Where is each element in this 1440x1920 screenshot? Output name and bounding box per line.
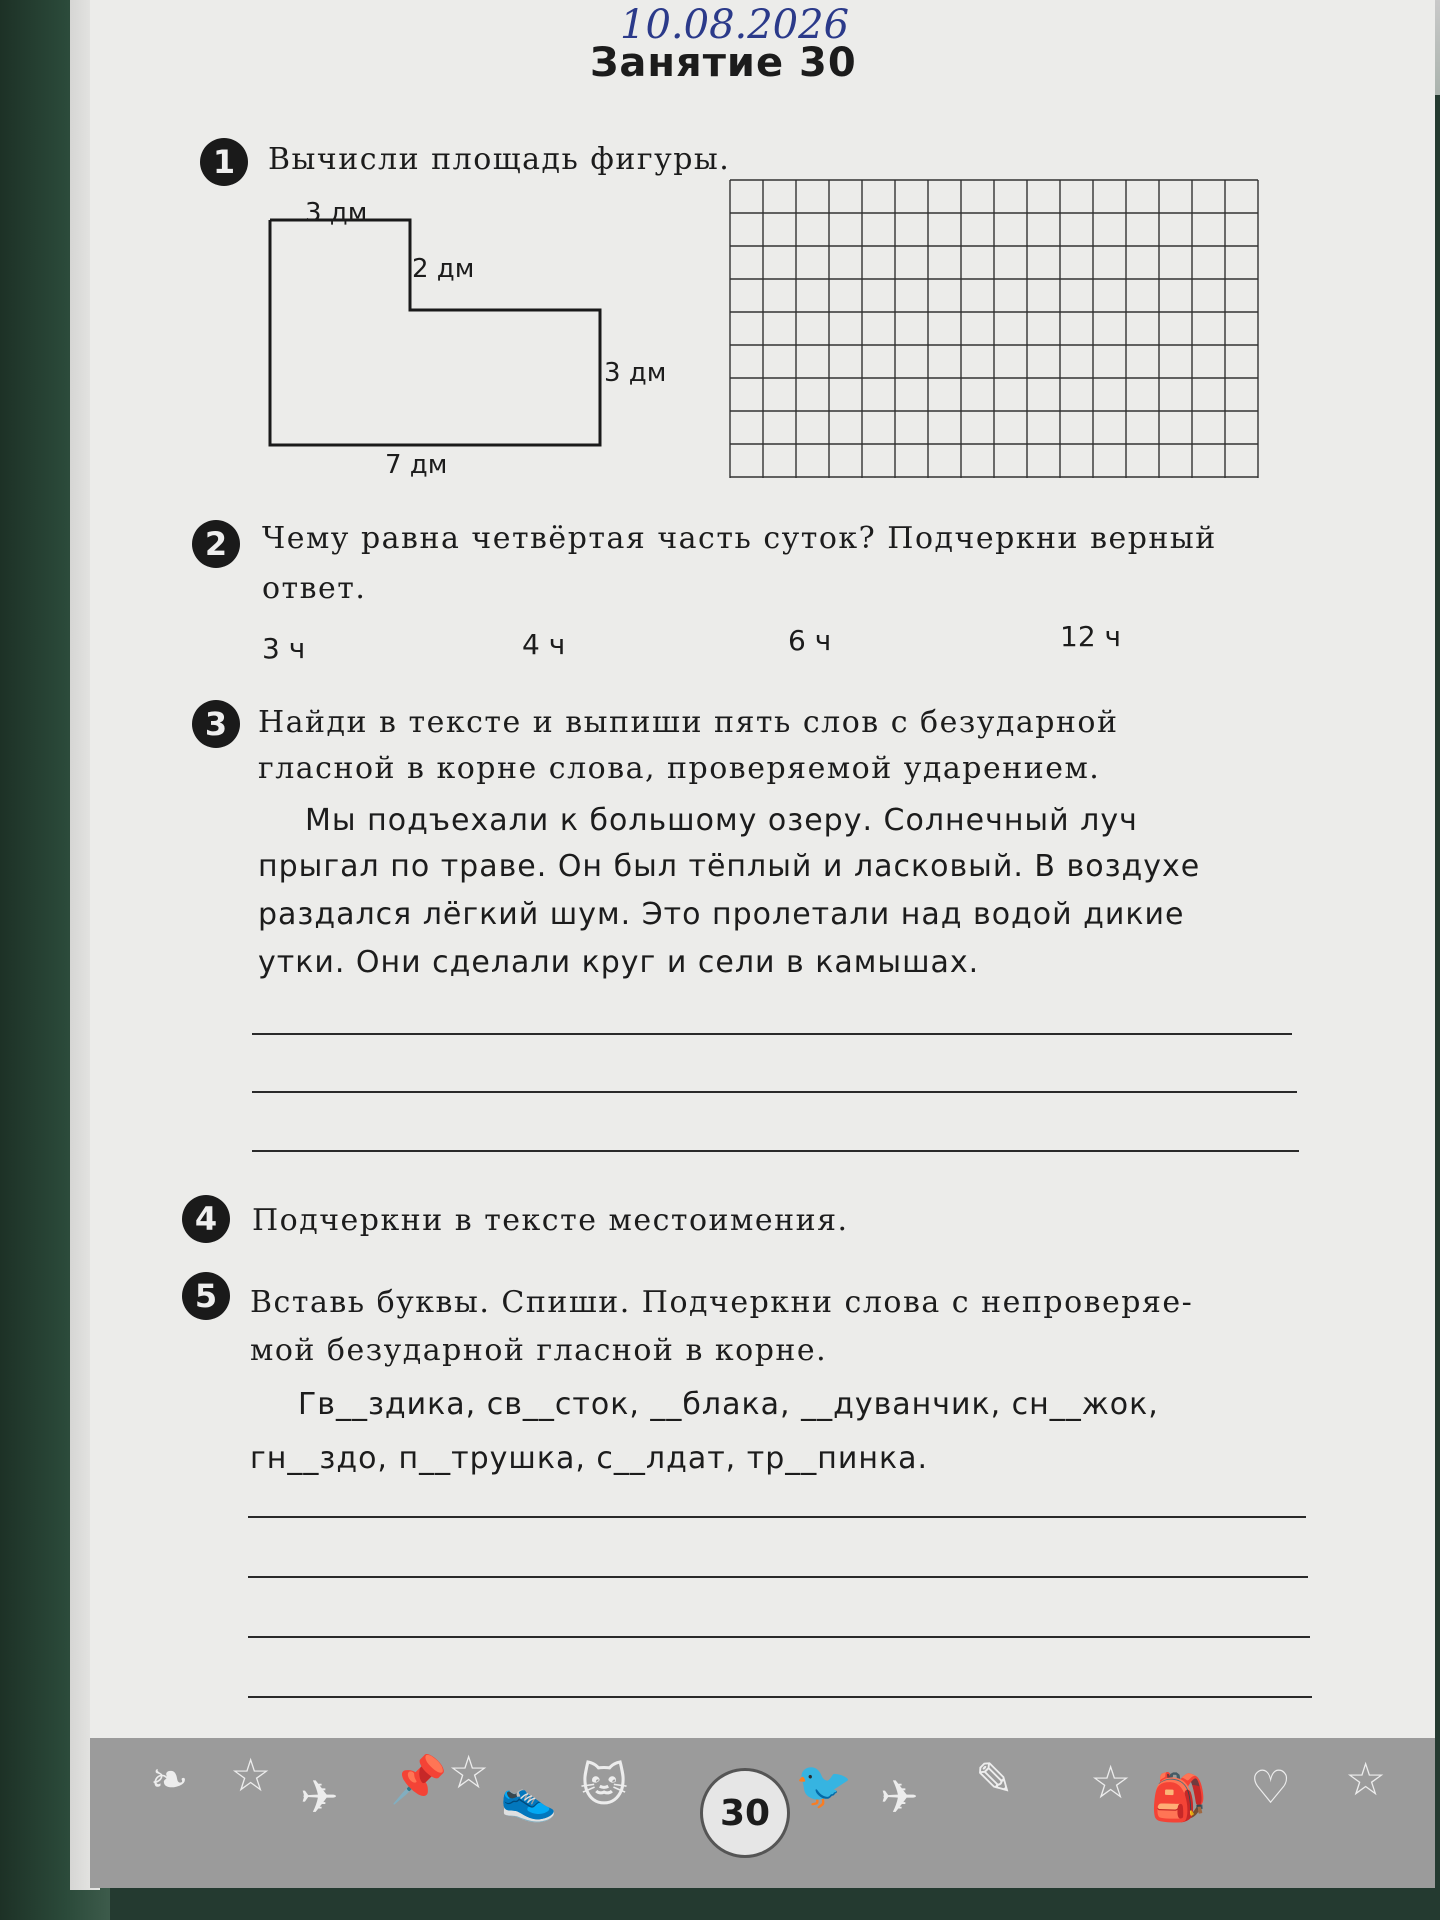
answer-option-4h[interactable]: 4 ч (522, 628, 566, 661)
lesson-title: Занятие 30 (590, 40, 857, 86)
pin-doodle-icon: 📌 (390, 1752, 448, 1806)
figure-bottom-label: 7 дм (385, 450, 448, 480)
answer-option-3h[interactable]: 3 ч (262, 632, 306, 665)
heart-doodle-icon: ♡ (1250, 1760, 1292, 1814)
task-3-answer-line[interactable] (252, 1033, 1292, 1035)
answer-option-12h[interactable]: 12 ч (1060, 620, 1122, 653)
figure-inner-label: 2 дм (412, 254, 475, 284)
task-2-instruction-line1: Чему равна четвёртая часть суток? Подчеркни верный (262, 521, 1217, 556)
task-3-passage-line1: Мы подъехали к большому озеру. Солнечный луч (305, 803, 1138, 838)
star-doodle-icon: ☆ (1090, 1755, 1132, 1809)
star-doodle-icon: ☆ (448, 1745, 490, 1799)
cat-doodle-icon: 🐱 (580, 1758, 628, 1812)
l-shape-figure (260, 200, 620, 460)
square-grid (728, 178, 1268, 478)
task-3-answer-line[interactable] (252, 1150, 1299, 1152)
task-1-number-badge: 1 (200, 138, 248, 186)
task-4-instruction: Подчеркни в тексте местоимения. (252, 1203, 849, 1238)
task-2-instruction-line2: ответ. (262, 571, 367, 606)
task-3-number-badge: 3 (192, 700, 240, 748)
task-3-instruction-line1: Найди в тексте и выпиши пять слов с безударной (258, 705, 1119, 740)
handwritten-date: 10.08.2026 (620, 2, 850, 48)
star-doodle-icon: ☆ (230, 1748, 272, 1802)
task-5-words-line1: Гв__здика, св__сток, __блака, __дуванчик, сн__жок, (298, 1387, 1159, 1422)
task-3-instruction-line2: гласной в корне слова, проверяемой ударением. (258, 751, 1101, 786)
page-number: 30 (700, 1768, 790, 1858)
task-5-answer-line[interactable] (248, 1516, 1306, 1518)
task-5-answer-line[interactable] (248, 1636, 1310, 1638)
figure-right-label: 3 дм (604, 358, 667, 388)
task-5-answer-line[interactable] (248, 1576, 1308, 1578)
paper-plane-doodle-icon: ✈ (880, 1770, 919, 1824)
task-3-answer-line[interactable] (252, 1091, 1297, 1093)
star-doodle-icon: ☆ (1345, 1752, 1387, 1806)
bird-doodle-icon: 🐦 (795, 1758, 853, 1812)
task-2-number-badge: 2 (192, 520, 240, 568)
task-5-answer-line[interactable] (248, 1696, 1312, 1698)
figure-top-label: 3 дм (305, 198, 368, 228)
task-4-number-badge: 4 (182, 1195, 230, 1243)
task-3-passage-line3: раздался лёгкий шум. Это пролетали над водой дикие (258, 897, 1185, 932)
pencil-doodle-icon: ✎ (975, 1752, 1014, 1806)
task-1-instruction: Вычисли площадь фигуры. (268, 142, 731, 177)
task-3-passage-line4: утки. Они сделали круг и сели в камышах. (258, 945, 980, 980)
task-5-instruction-line2: мой безударной гласной в корне. (250, 1333, 828, 1368)
task-5-number-badge: 5 (182, 1272, 230, 1320)
leaf-doodle-icon: ❧ (150, 1752, 189, 1806)
backpack-doodle-icon: 🎒 (1150, 1770, 1208, 1824)
sneaker-doodle-icon: 👟 (500, 1770, 558, 1824)
paper-plane-doodle-icon: ✈ (300, 1770, 339, 1824)
task-5-instruction-line1: Вставь буквы. Спиши. Подчеркни слова с непроверяе- (250, 1285, 1194, 1320)
task-3-passage-line2: прыгал по траве. Он был тёплый и ласковый. В воздухе (258, 849, 1201, 884)
answer-option-6h[interactable]: 6 ч (788, 624, 832, 657)
task-5-words-line2: гн__здо, п__трушка, с__лдат, тр__пинка. (250, 1441, 929, 1476)
